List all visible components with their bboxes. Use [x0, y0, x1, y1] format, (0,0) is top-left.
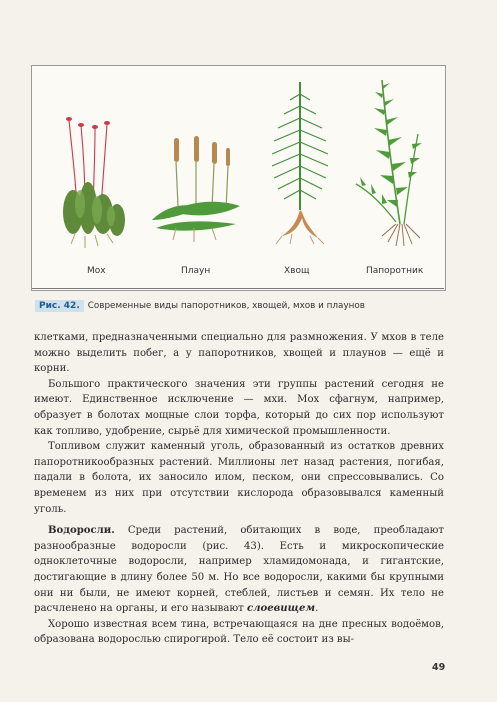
body-text	[34, 330, 444, 648]
section-heading-algae: Водоросли.	[48, 525, 115, 537]
figure-label-horsetail: Хвощ	[284, 266, 310, 276]
horsetail-illustration	[262, 78, 337, 250]
paragraph-2: Большого практического значения эти группы растений сегодня не имеют. Единственное исключение — мхи. Мох сфагнум, например, образует в болотах мощные слои торфа, который до сих пор используют как топливо, удобрение, сырьё для химической промышленности.	[34, 378, 444, 437]
figure-label-moss: Мох	[87, 266, 106, 276]
paragraph-4-text: Среди растений, обитающих в воде, преобладают разнообразные водоросли (рис. 43). Есть и микроскопические одноклеточные водоросли, например хламидомонада, и гигантские, достигающие в длину более 50 м. Но все водоросли, какими бы крупными они ни были, не имеют корней, стеблей, листьев и семян. Их тело не расчленено на органы, и его называют	[34, 525, 444, 615]
paragraph-4-end: .	[315, 603, 319, 615]
figure-divider	[32, 288, 444, 289]
paragraph-4	[34, 523, 444, 617]
figure-caption	[35, 298, 445, 314]
moss-illustration	[55, 112, 140, 252]
paragraph-5: Хорошо известная всем тина, встречающаяся на дне пресных водоёмов, образована водорослью спирогирой. Тело её состоит из вы-	[34, 618, 444, 646]
figure-caption-tag: Рис. 42.	[35, 300, 84, 312]
term-thallus: слоевищем	[246, 603, 316, 615]
fern-illustration	[348, 74, 443, 254]
figure-label-fern: Папоротник	[366, 266, 424, 276]
figure-caption-text: Современные виды папоротников, хвощей, мхов и плаунов	[87, 301, 365, 311]
page-number: 49	[432, 662, 446, 673]
clubmoss-illustration	[146, 128, 246, 248]
paragraph-3: Топливом служит каменный уголь, образованный из остатков древних папоротникообразных растений. Миллионы лет назад растения, погибая, падали в болота, их заносило илом, песком, они спрессовывались. Со временем из них при отсутствии кислорода образовывался каменный уголь.	[34, 441, 444, 515]
figure-label-clubmoss: Плаун	[181, 266, 211, 276]
paragraph-1: клетками, предназначенными специально для размножения. У мхов в теле можно выделить побег, а у папоротников, хвощей и плаунов — ещё и корни.	[34, 332, 444, 375]
